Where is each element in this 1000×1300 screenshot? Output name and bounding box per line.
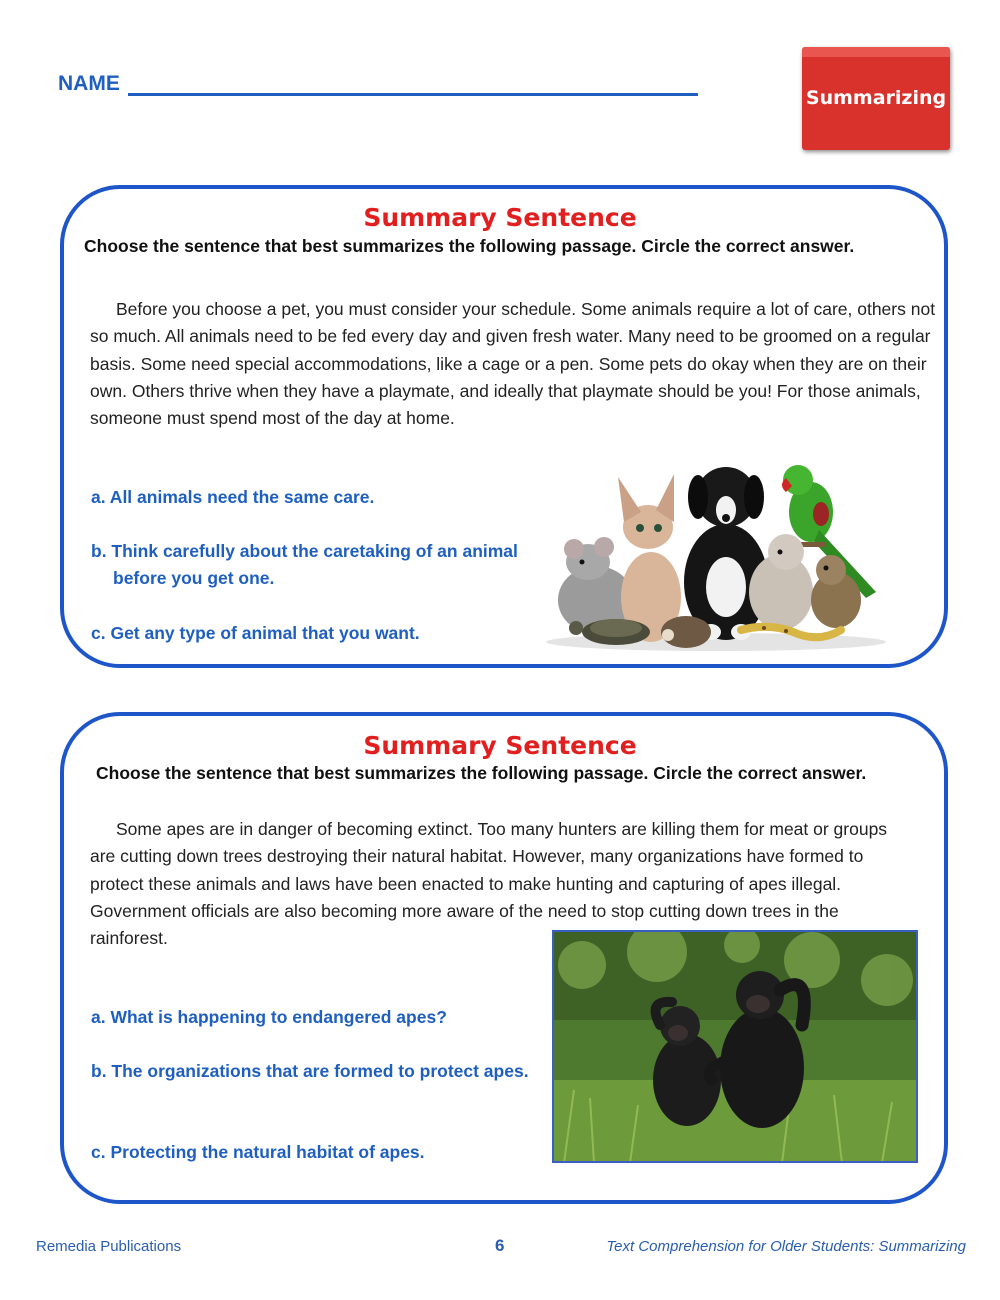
section-2-option-c[interactable]: c. Protecting the natural habitat of apes. bbox=[91, 1142, 425, 1162]
section-1-option-a[interactable]: a. All animals need the same care. bbox=[91, 487, 375, 507]
section-2-option-a[interactable]: a. What is happening to endangered apes? bbox=[91, 1007, 447, 1027]
bonobos-photo bbox=[552, 930, 918, 1163]
section-2-passage: Some apes are in danger of becoming extinct. Too many hunters are killing them for meat or groups are cutting down trees destroying their natural habitat. However, many organizations have formed to protect these animals and laws have been enacted to make hunting and capturing of apes illegal. Government officials are also becoming more aware of the need to stop cutting down trees in the rainforest. bbox=[90, 819, 888, 949]
section-1-passage: Before you choose a pet, you must consider your schedule. Some animals require a lot of care, others not so much. All animals need to be fed every day and given fresh water. Many need to be groomed on a regular basis. Some need special accommodations, like a cage or a pen. Some pets do okay when they are on their own. Others thrive when they have a playmate, and ideally that playmate should be you! For those animals, someone must spend most of the day at home. bbox=[90, 299, 936, 429]
name-label: NAME bbox=[58, 72, 120, 95]
section-1-option-b[interactable]: b. Think carefully about the caretaking of an animal before you get one. bbox=[91, 541, 518, 588]
badge-label: Summarizing bbox=[805, 87, 947, 109]
summarizing-badge bbox=[802, 47, 950, 150]
name-field-row bbox=[58, 72, 698, 96]
hedgehog-icon bbox=[661, 616, 711, 648]
section-1-title: Summary Sentence bbox=[363, 203, 637, 232]
section-2-option-b[interactable]: b. The organizations that are formed to protect apes. bbox=[91, 1061, 529, 1081]
footer-book-title: Text Comprehension for Older Students: Summarizing bbox=[606, 1238, 966, 1255]
section-2-title: Summary Sentence bbox=[363, 731, 637, 760]
section-2-instruction: Choose the sentence that best summarizes the following passage. Circle the correct answer. bbox=[96, 763, 867, 783]
degu-icon bbox=[811, 555, 861, 628]
section-1-instruction: Choose the sentence that best summarizes the following passage. Circle the correct answer. bbox=[84, 236, 855, 256]
name-blank-line bbox=[128, 73, 698, 96]
footer-publisher: Remedia Publications bbox=[36, 1238, 182, 1255]
pets-group-photo bbox=[536, 452, 891, 652]
footer-page-number: 6 bbox=[495, 1236, 505, 1255]
section-1-option-c[interactable]: c. Get any type of animal that you want. bbox=[91, 623, 420, 643]
cat-icon bbox=[618, 474, 681, 642]
